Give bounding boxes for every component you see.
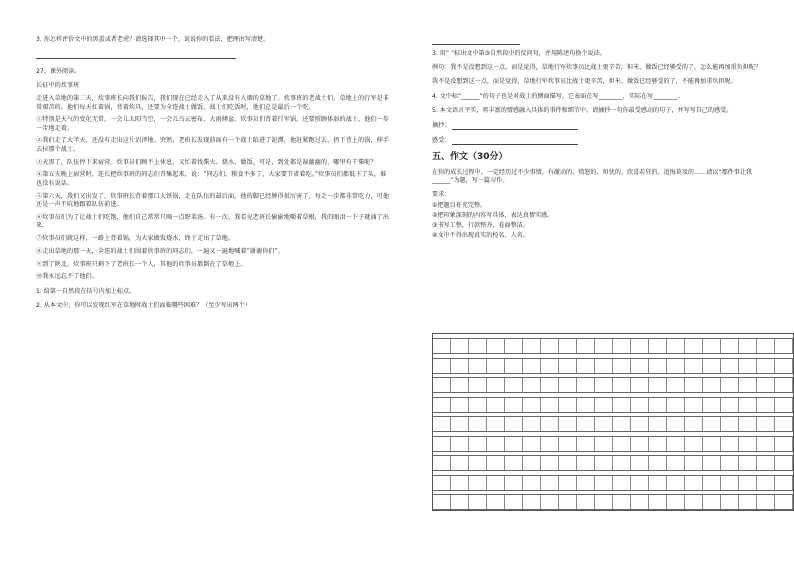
grid-cell[interactable] (757, 476, 775, 490)
grid-cell[interactable] (649, 359, 667, 373)
requirement-2: ②把印象深刻的内容写具体，表达真情实感。 (432, 211, 554, 219)
grid-cell[interactable] (685, 417, 703, 431)
grid-cell[interactable] (775, 495, 793, 509)
grid-cell[interactable] (433, 437, 451, 451)
grid-cell[interactable] (595, 456, 613, 470)
grid-cell[interactable] (487, 495, 505, 509)
answer-blank (432, 36, 520, 45)
grid-cell[interactable] (541, 495, 559, 509)
grid-cell[interactable] (631, 378, 649, 392)
passage-paragraph: ⑤第六天，我们又出发了，炊事班长背着那口大铁锅，走在队伍的最后面。他的脚已经肿得很厉害了，每走一步都非常吃力，可他还是一声不吭地跟着队伍前进。 (36, 192, 390, 208)
grid-cell[interactable] (541, 417, 559, 431)
grid-row (433, 338, 793, 354)
grid-cell[interactable] (451, 359, 469, 373)
grid-cell[interactable] (685, 437, 703, 451)
grid-cell[interactable] (685, 476, 703, 490)
grid-cell[interactable] (631, 456, 649, 470)
grid-cell[interactable] (775, 417, 793, 431)
grid-cell[interactable] (433, 417, 451, 431)
grid-cell[interactable] (757, 378, 775, 392)
passage-paragraph: ①特别是天气的变化无常，一会儿太阳当空，一会儿乌云密布，大雨倾盆。炊事员们背着行军锅，还要照顾体弱的战士，他们一步一步地走着。 (36, 116, 390, 132)
grid-cell[interactable] (775, 359, 793, 373)
grid-cell[interactable] (577, 398, 595, 412)
grid-cell[interactable] (703, 437, 721, 451)
grid-cell[interactable] (649, 398, 667, 412)
grid-cell[interactable] (721, 476, 739, 490)
grid-cell[interactable] (469, 398, 487, 412)
grid-cell[interactable] (595, 495, 613, 509)
grid-cell[interactable] (469, 476, 487, 490)
grid-cell[interactable] (595, 339, 613, 353)
grid-cell[interactable] (595, 437, 613, 451)
grid-cell[interactable] (559, 398, 577, 412)
grid-cell[interactable] (451, 476, 469, 490)
passage-title: 长征中的炊事班 (36, 82, 80, 90)
right-column (432, 36, 766, 242)
grid-cell[interactable] (739, 378, 757, 392)
grid-cell[interactable] (757, 359, 775, 373)
grid-cell[interactable] (685, 378, 703, 392)
passage-paragraph: ⑥炊事员们为了让战士们吃饱，他们自己常常只喝一点野菜汤。有一次，我看见老班长偷偷地嚼着草根，我的眼泪一下子就涌了出来。 (36, 213, 390, 229)
grid-cell[interactable] (487, 378, 505, 392)
feeling-row (432, 136, 766, 145)
left-column (36, 36, 392, 316)
grid-cell[interactable] (721, 456, 739, 470)
grid-cell[interactable] (451, 437, 469, 451)
grid-cell[interactable] (721, 398, 739, 412)
grid-cell[interactable] (667, 437, 685, 451)
grid-cell[interactable] (703, 417, 721, 431)
grid-cell[interactable] (775, 398, 793, 412)
grid-cell[interactable] (541, 359, 559, 373)
grid-cell[interactable] (631, 359, 649, 373)
grid-cell[interactable] (739, 495, 757, 509)
grid-cell[interactable] (541, 476, 559, 490)
grid-cell[interactable] (451, 339, 469, 353)
grid-cell[interactable] (433, 378, 451, 392)
feeling-blank (452, 136, 578, 145)
excerpt-row (432, 121, 766, 130)
grid-row (433, 494, 793, 510)
grid-cell[interactable] (505, 495, 523, 509)
grid-cell[interactable] (559, 456, 577, 470)
grid-cell[interactable] (667, 359, 685, 373)
passage-paragraph: ⑩我永远忘不了他们。 (36, 273, 98, 281)
grid-cell[interactable] (721, 437, 739, 451)
grid-cell[interactable] (469, 378, 487, 392)
grid-cell[interactable] (631, 417, 649, 431)
grid-cell[interactable] (541, 437, 559, 451)
grid-cell[interactable] (775, 437, 793, 451)
passage-paragraph: ⑨到了陕北，炊事班只剩下了老班长一个人，其他的炊事员都倒在了草地上。 (36, 260, 247, 268)
passage-paragraph: ②我们走了大半天，还没有走出这片沼泽地。突然，老班长发现前面有一个战士陷进了泥潭，他赶紧跑过去，扔下背上的锅，伸手去拉那个战士。 (36, 137, 390, 153)
grid-cell[interactable] (523, 437, 541, 451)
grid-cell[interactable] (523, 495, 541, 509)
section-27-title: 27、课外阅读。 (36, 68, 81, 76)
grid-cell[interactable] (775, 476, 793, 490)
grid-cell[interactable] (523, 417, 541, 431)
grid-cell[interactable] (541, 456, 559, 470)
grid-cell[interactable] (541, 398, 559, 412)
grid-row (433, 416, 793, 432)
grid-cell[interactable] (487, 398, 505, 412)
grid-cell[interactable] (739, 339, 757, 353)
grid-cell[interactable] (487, 456, 505, 470)
grid-cell[interactable] (523, 476, 541, 490)
question-previous-3: 3. 你怎样评价文中的黑蛋或者老虎？请选择其中一个，说说你的看法，把理由写清楚。 (36, 36, 270, 43)
grid-cell[interactable] (469, 495, 487, 509)
grid-row (433, 358, 793, 374)
grid-cell[interactable] (595, 359, 613, 373)
grid-cell[interactable] (469, 456, 487, 470)
grid-cell[interactable] (703, 495, 721, 509)
grid-cell[interactable] (577, 476, 595, 490)
answer-line-top (432, 36, 766, 50)
grid-cell[interactable] (721, 359, 739, 373)
grid-cell[interactable] (721, 339, 739, 353)
grid-cell[interactable] (613, 495, 631, 509)
grid-cell[interactable] (595, 417, 613, 431)
grid-cell[interactable] (433, 359, 451, 373)
grid-cell[interactable] (667, 417, 685, 431)
example-answer: 我不是没想到这一点，而是觉得，草地行军炊事员比战士更辛苦，担米、做饭已经够受的了，不能再加重负担呢。 (432, 78, 737, 86)
grid-cell[interactable] (703, 339, 721, 353)
grid-cell[interactable] (577, 378, 595, 392)
grid-cell[interactable] (739, 417, 757, 431)
passage-paragraph: ③天黑了，队伍停下来宿营。炊事员们顾不上休息，又忙着找柴火、烧水、做饭。可是，到处都是湿漉漉的，哪里有干柴呢？ (36, 158, 377, 166)
grid-cell[interactable] (775, 456, 793, 470)
grid-cell[interactable] (433, 339, 451, 353)
grid-cell[interactable] (505, 359, 523, 373)
grid-cell[interactable] (685, 398, 703, 412)
grid-cell[interactable] (577, 417, 595, 431)
feeling-label: 感受： (432, 136, 451, 144)
grid-cell[interactable] (559, 378, 577, 392)
grid-cell[interactable] (631, 398, 649, 412)
grid-cell[interactable] (757, 339, 775, 353)
grid-cell[interactable] (433, 495, 451, 509)
grid-row (433, 377, 793, 393)
grid-cell[interactable] (739, 476, 757, 490)
answer-blank (36, 50, 236, 59)
grid-cell[interactable] (487, 359, 505, 373)
grid-cell[interactable] (469, 437, 487, 451)
grid-row (433, 475, 793, 491)
grid-cell[interactable] (451, 417, 469, 431)
grid-cell[interactable] (739, 398, 757, 412)
grid-cell[interactable] (703, 476, 721, 490)
grid-cell[interactable] (613, 398, 631, 412)
grid-cell[interactable] (631, 339, 649, 353)
grid-cell[interactable] (757, 437, 775, 451)
passage-paragraph: 走进入草地的第二天，炊事班长向我们报告，我们现在已经走入了从来没有人烟的草地了。炊事班的老战士们，草地上的行军是非常艰苦的。他们每天扛着锅，背着炊具，还要为全连战士做饭。战士们吃饭时，他们总是最后一个吃。 (36, 95, 390, 111)
grid-cell[interactable] (703, 456, 721, 470)
grid-cell[interactable] (469, 339, 487, 353)
grid-cell[interactable] (577, 339, 595, 353)
grid-cell[interactable] (559, 359, 577, 373)
grid-cell[interactable] (667, 456, 685, 470)
grid-cell[interactable] (505, 339, 523, 353)
passage-paragraph: ④第五天晚上宿营时，连长把炊事班的同志们召集起来，说：“同志们，粮食不多了，大家要节省着吃。”炊事员们都低下了头，谁也没有说话。 (36, 171, 387, 187)
grid-cell[interactable] (541, 339, 559, 353)
grid-cell[interactable] (757, 456, 775, 470)
grid-cell[interactable] (685, 339, 703, 353)
grid-cell[interactable] (739, 456, 757, 470)
grid-cell[interactable] (523, 456, 541, 470)
grid-cell[interactable] (685, 359, 703, 373)
question-5: 5. 本文语言平实，将丰富的情感融入具体的事件和细节中。请摘抄一句你最受感动的句子，并写写自己的感受。 (432, 106, 733, 114)
grid-cell[interactable] (469, 359, 487, 373)
grid-cell[interactable] (505, 437, 523, 451)
grid-cell[interactable] (487, 437, 505, 451)
grid-cell[interactable] (433, 398, 451, 412)
grid-cell[interactable] (541, 378, 559, 392)
grid-cell[interactable] (739, 359, 757, 373)
passage-paragraph: ⑦炊事员们就这样，一路上背着锅，为大家做饭烧水，终于走出了草地。 (36, 234, 235, 242)
grid-cell[interactable] (739, 437, 757, 451)
grid-cell[interactable] (559, 339, 577, 353)
question-2: 2. 从本文中，你可以发现红军在草地时战士们面临哪些困难？（至少写出两个） (36, 301, 251, 309)
grid-cell[interactable] (631, 495, 649, 509)
grid-cell[interactable] (775, 339, 793, 353)
grid-cell[interactable] (721, 495, 739, 509)
question-1: 1. 给第一自然段在括号内加上标点。 (36, 287, 136, 295)
excerpt-label: 摘抄： (432, 121, 451, 129)
grid-cell[interactable] (703, 398, 721, 412)
grid-cell[interactable] (685, 495, 703, 509)
grid-cell[interactable] (775, 378, 793, 392)
grid-cell[interactable] (721, 378, 739, 392)
grid-cell[interactable] (487, 476, 505, 490)
grid-cell[interactable] (487, 417, 505, 431)
grid-cell[interactable] (595, 378, 613, 392)
grid-cell[interactable] (649, 495, 667, 509)
grid-cell[interactable] (703, 378, 721, 392)
grid-cell[interactable] (451, 495, 469, 509)
grid-cell[interactable] (505, 398, 523, 412)
grid-cell[interactable] (523, 339, 541, 353)
grid-cell[interactable] (703, 359, 721, 373)
grid-cell[interactable] (559, 495, 577, 509)
passage-paragraph: ⑧走出草地的那一天，全连的战士们围着炊事班的同志们，一遍又一遍地喊着“谢谢你们”。 (36, 247, 284, 255)
grid-cell[interactable] (469, 417, 487, 431)
excerpt-blank (452, 121, 578, 130)
grid-cell[interactable] (649, 417, 667, 431)
grid-cell[interactable] (451, 456, 469, 470)
grid-cell[interactable] (613, 378, 631, 392)
grid-cell[interactable] (487, 339, 505, 353)
grid-row (433, 436, 793, 452)
example-sentence: 例句：我不是没想到这一点，而是觉得，草地行军炊事员比战士更辛苦，担米、做饭已经够受的了，怎么能再加重负担呢？ (432, 64, 762, 72)
grid-cell[interactable] (505, 378, 523, 392)
grid-cell[interactable] (685, 456, 703, 470)
grid-cell[interactable] (613, 437, 631, 451)
grid-cell[interactable] (523, 378, 541, 392)
requirement-3: ③书写工整，行款整齐，卷面整洁。 (432, 222, 529, 230)
grid-cell[interactable] (631, 437, 649, 451)
requirement-1: ①把题目补充完整。 (432, 201, 487, 209)
requirement-4: ④文中不得出现真实的校名、人名。 (432, 232, 529, 240)
requirements-label: 要求： (432, 191, 451, 199)
grid-cell[interactable] (505, 456, 523, 470)
essay-intro: 在你的成长过程中，一定经历过不少事情，有激动的、愤怒的、担忧的、欣喜若狂的、追悔莫及的……请以“那件事让我______”为题，写一篇习作。 (432, 169, 753, 185)
grid-cell[interactable] (667, 476, 685, 490)
grid-cell[interactable] (577, 359, 595, 373)
grid-cell[interactable] (667, 398, 685, 412)
grid-cell[interactable] (451, 398, 469, 412)
grid-cell[interactable] (613, 359, 631, 373)
grid-cell[interactable] (523, 398, 541, 412)
grid-cell[interactable] (649, 437, 667, 451)
passage (36, 95, 392, 281)
grid-cell[interactable] (433, 476, 451, 490)
grid-cell[interactable] (667, 495, 685, 509)
grid-cell[interactable] (613, 339, 631, 353)
grid-cell[interactable] (595, 398, 613, 412)
grid-cell[interactable] (721, 417, 739, 431)
grid-cell[interactable] (451, 378, 469, 392)
grid-cell[interactable] (757, 417, 775, 431)
grid-cell[interactable] (649, 378, 667, 392)
grid-cell[interactable] (505, 417, 523, 431)
grid-cell[interactable] (433, 456, 451, 470)
grid-cell[interactable] (577, 437, 595, 451)
grid-cell[interactable] (667, 339, 685, 353)
question-4: 4. 文中标“______”的句子也是对战士的侧面描写，它表面在写________，实际在写________。 (432, 92, 684, 100)
grid-cell[interactable] (649, 339, 667, 353)
grid-cell[interactable] (613, 476, 631, 490)
grid-cell[interactable] (559, 437, 577, 451)
grid-cell[interactable] (613, 456, 631, 470)
grid-cell[interactable] (559, 417, 577, 431)
grid-cell[interactable] (649, 476, 667, 490)
grid-row (433, 455, 793, 471)
section-5-title: 五、作文（30分） (432, 152, 508, 163)
grid-cell[interactable] (649, 456, 667, 470)
question-3: 3. 用“ ”标出文中第③自然段中的反问句，并用陈述句换个说法。 (432, 50, 606, 57)
grid-cell[interactable] (757, 495, 775, 509)
grid-cell[interactable] (613, 417, 631, 431)
grid-cell[interactable] (757, 398, 775, 412)
answer-line (36, 50, 392, 64)
grid-cell[interactable] (595, 476, 613, 490)
grid-cell[interactable] (505, 476, 523, 490)
grid-cell[interactable] (577, 456, 595, 470)
grid-cell[interactable] (631, 476, 649, 490)
composition-grid[interactable] (432, 333, 794, 511)
grid-cell[interactable] (667, 378, 685, 392)
grid-row (433, 397, 793, 413)
grid-cell[interactable] (577, 495, 595, 509)
grid-cell[interactable] (559, 476, 577, 490)
grid-cell[interactable] (523, 359, 541, 373)
